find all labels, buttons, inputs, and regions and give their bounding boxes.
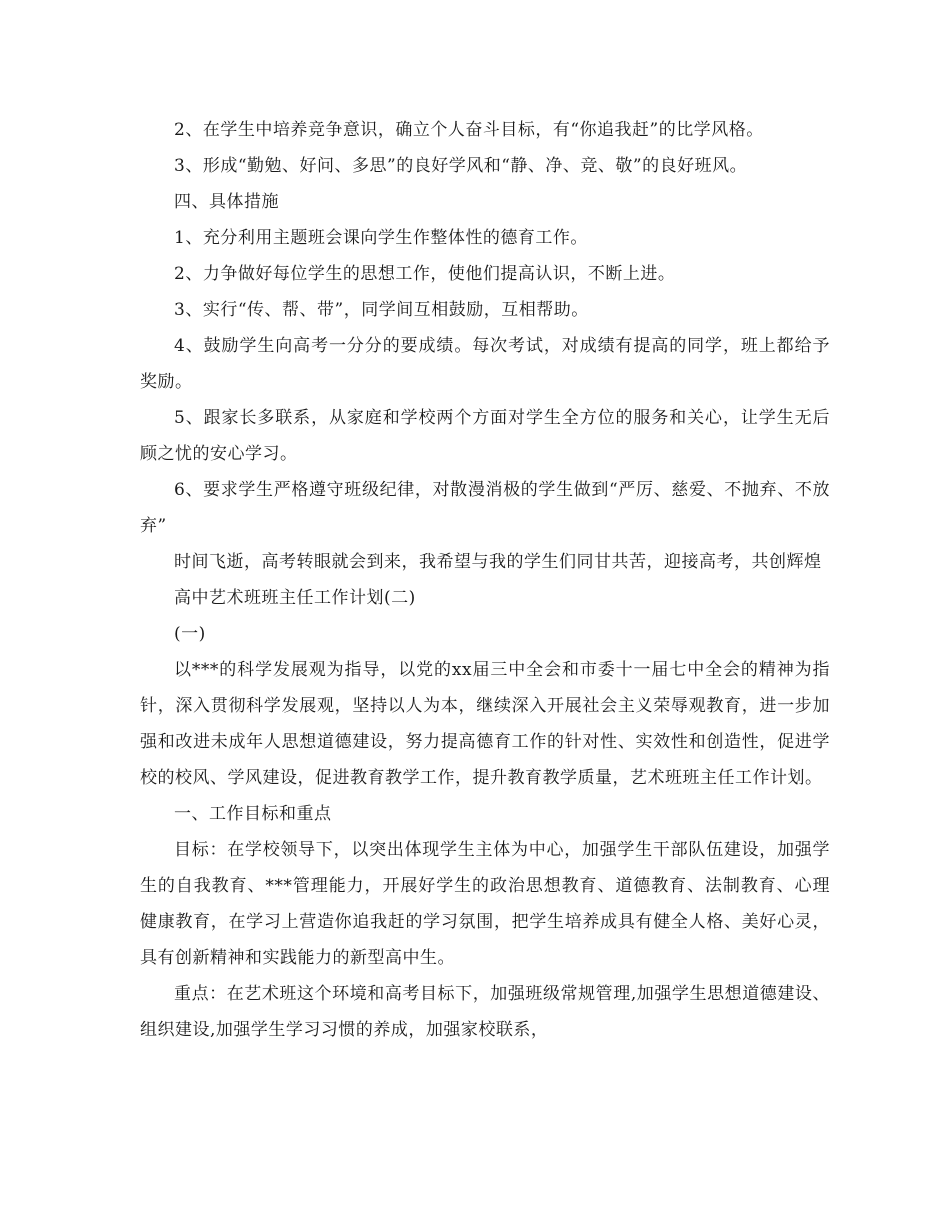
paragraph-goal: 目标：在学校领导下，以突出体现学生主体为中心，加强学生干部队伍建设，加强学生的自我教育、***管理能力，开展好学生的政治思想教育、道德教育、法制教育、心理健康教育，在学习上营造你追我赶的学习氛围，把学生培养成具有健全人格、美好心灵，具有创新精神和实践能力的新型高中生。 <box>140 840 830 968</box>
paragraph-measure-4: 4、鼓励学生向高考一分分的要成绩。每次考试，对成绩有提高的同学，班上都给予奖励。 <box>140 336 830 392</box>
paragraph-measure-2: 2、力争做好每位学生的思想工作，使他们提高认识，不断上进。 <box>174 264 676 284</box>
paragraph-measure-5: 5、跟家长多联系，从家庭和学校两个方面对学生全方位的服务和关心，让学生无后顾之忧的安心学习。 <box>140 408 830 464</box>
paragraph-study-style: 3、形成“勤勉、好问、多思”的良好学风和“静、净、竞、敬”的良好班风。 <box>174 156 748 176</box>
section-heading-measures: 四、具体措施 <box>174 192 279 212</box>
paragraph-measure-3: 3、实行“传、帮、带”，同学间互相鼓励，互相帮助。 <box>174 300 589 320</box>
paragraph-measure-1: 1、充分利用主题班会课向学生作整体性的德育工作。 <box>174 228 588 248</box>
section-heading-goals: 一、工作目标和重点 <box>174 804 332 824</box>
paragraph-competition-awareness: 2、在学生中培养竞争意识，确立个人奋斗目标，有“你追我赶”的比学风格。 <box>174 120 764 140</box>
document-subtitle: 高中艺术班班主任工作计划(二) <box>174 588 416 608</box>
paragraph-guiding-principle: 以***的科学发展观为指导，以党的xx届三中全会和市委十一届七中全会的精神为指针，深入贯彻科学发展观，坚持以人为本，继续深入开展社会主义荣辱观教育，进一步加强和改进未成年人思想道德建设，努力提高德育工作的针对性、实效性和创造性，促进学校的校风、学风建设，促进教育教学工作，提升教育教学质量，艺术班班主任工作计划。 <box>140 660 830 788</box>
paragraph-measure-6: 6、要求学生严格遵守班级纪律，对散漫消极的学生做到“严厉、慈爱、不抛弃、不放弃” <box>140 480 830 536</box>
document-body <box>140 112 830 1048</box>
paragraph-closing: 时间飞逝，高考转眼就会到来，我希望与我的学生们同甘共苦，迎接高考，共创辉煌 <box>174 552 822 572</box>
section-marker-one: (一) <box>174 624 206 644</box>
paragraph-focus: 重点：在艺术班这个环境和高考目标下，加强班级常规管理,加强学生思想道德建设、组织建设,加强学生学习习惯的养成，加强家校联系， <box>140 984 830 1040</box>
